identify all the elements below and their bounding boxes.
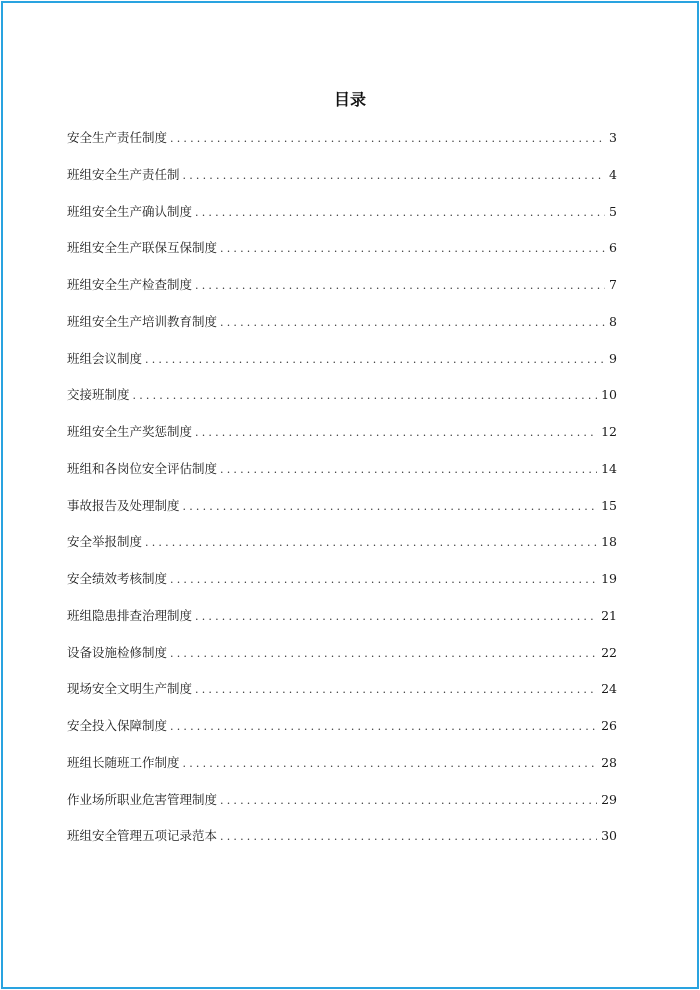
toc-entry-label: 班组安全生产检查制度 [67,277,193,292]
toc-entry-label: 班组安全生产确认制度 [67,203,193,219]
toc-page-number: 19 [601,571,617,586]
toc-entry[interactable] [67,347,617,384]
toc-entry[interactable] [67,420,617,457]
toc-entry[interactable] [67,163,617,200]
toc-dot-leader [195,678,597,702]
toc-page-number: 30 [601,828,617,844]
toc-dot-leader [183,495,598,519]
toc-page-number: 24 [601,681,617,697]
toc-entry[interactable] [67,641,617,678]
toc-page-number: 9 [609,350,617,366]
toc-entry-label: 班组安全生产奖惩制度 [67,424,193,439]
toc-dot-leader [220,825,597,849]
toc-page-number: 15 [601,497,617,513]
toc-entry[interactable] [67,677,617,714]
toc-page-number: 14 [601,460,617,476]
toc-entry-label: 安全生产责任制度 [67,130,168,145]
toc-entry-label: 班组安全生产培训教育制度 [67,313,218,329]
toc-entry[interactable] [67,751,617,788]
toc-entry-label: 安全绩效考核制度 [67,571,168,586]
toc-page-number: 6 [609,240,617,256]
toc-entry-label: 班组和各岗位安全评估制度 [67,460,218,476]
toc-entry-label: 班组安全管理五项记录范本 [67,828,218,844]
toc-entry[interactable] [67,310,617,347]
toc-entry-label: 安全举报制度 [67,534,143,550]
toc-page-number: 8 [609,313,617,329]
toc-dot-leader [195,421,597,445]
toc-page-number: 5 [609,203,617,219]
toc-dot-leader [220,237,605,261]
toc-dot-leader [195,605,597,629]
toc-page-number: 4 [609,166,617,182]
toc-entry[interactable] [67,824,617,861]
toc-entry-label: 交接班制度 [67,387,130,403]
toc-page-number: 12 [601,424,617,439]
toc-entry[interactable] [67,236,617,273]
toc-dot-leader [170,642,597,666]
table-of-contents [67,126,617,861]
toc-page-number: 7 [609,277,617,292]
toc-dot-leader [133,384,598,408]
toc-page-number: 28 [601,754,617,770]
toc-page-number: 18 [601,534,617,550]
toc-entry[interactable] [67,383,617,420]
toc-entry-label: 事故报告及处理制度 [67,497,180,513]
toc-page-number: 22 [601,644,617,660]
toc-entry[interactable] [67,126,617,163]
toc-dot-leader [195,274,605,298]
toc-entry-label: 现场安全文明生产制度 [67,681,193,697]
toc-dot-leader [183,164,606,188]
toc-page-number: 3 [609,130,617,145]
toc-dot-leader [195,201,605,225]
toc-entry[interactable] [67,273,617,310]
toc-entry-label: 班组长随班工作制度 [67,754,180,770]
toc-dot-leader [145,531,597,555]
toc-dot-leader [170,715,597,739]
toc-dot-leader [220,789,597,813]
toc-entry[interactable] [67,494,617,531]
toc-dot-leader [220,458,597,482]
toc-dot-leader [170,568,597,592]
toc-dot-leader [220,311,605,335]
toc-entry-label: 班组会议制度 [67,350,143,366]
toc-entry[interactable] [67,604,617,641]
toc-entry-label: 班组隐患排查治理制度 [67,607,193,623]
toc-entry-label: 班组安全生产联保互保制度 [67,240,218,256]
toc-page-number: 29 [601,791,617,807]
toc-entry[interactable] [67,457,617,494]
toc-dot-leader [145,348,605,372]
page-title: 目录 [333,90,366,109]
toc-entry[interactable] [67,530,617,567]
toc-entry[interactable] [67,714,617,751]
toc-page-number: 10 [601,387,617,403]
toc-dot-leader [183,752,598,776]
toc-page-number: 26 [601,718,617,733]
toc-entry-label: 作业场所职业危害管理制度 [67,791,218,807]
toc-entry-label: 安全投入保障制度 [67,718,168,733]
toc-dot-leader [170,127,605,151]
toc-entry-label: 班组安全生产责任制 [67,166,180,182]
toc-entry-label: 设备设施检修制度 [67,644,168,660]
toc-entry[interactable] [67,567,617,604]
toc-entry[interactable] [67,788,617,825]
toc-page-number: 21 [601,607,617,623]
toc-entry[interactable] [67,200,617,237]
